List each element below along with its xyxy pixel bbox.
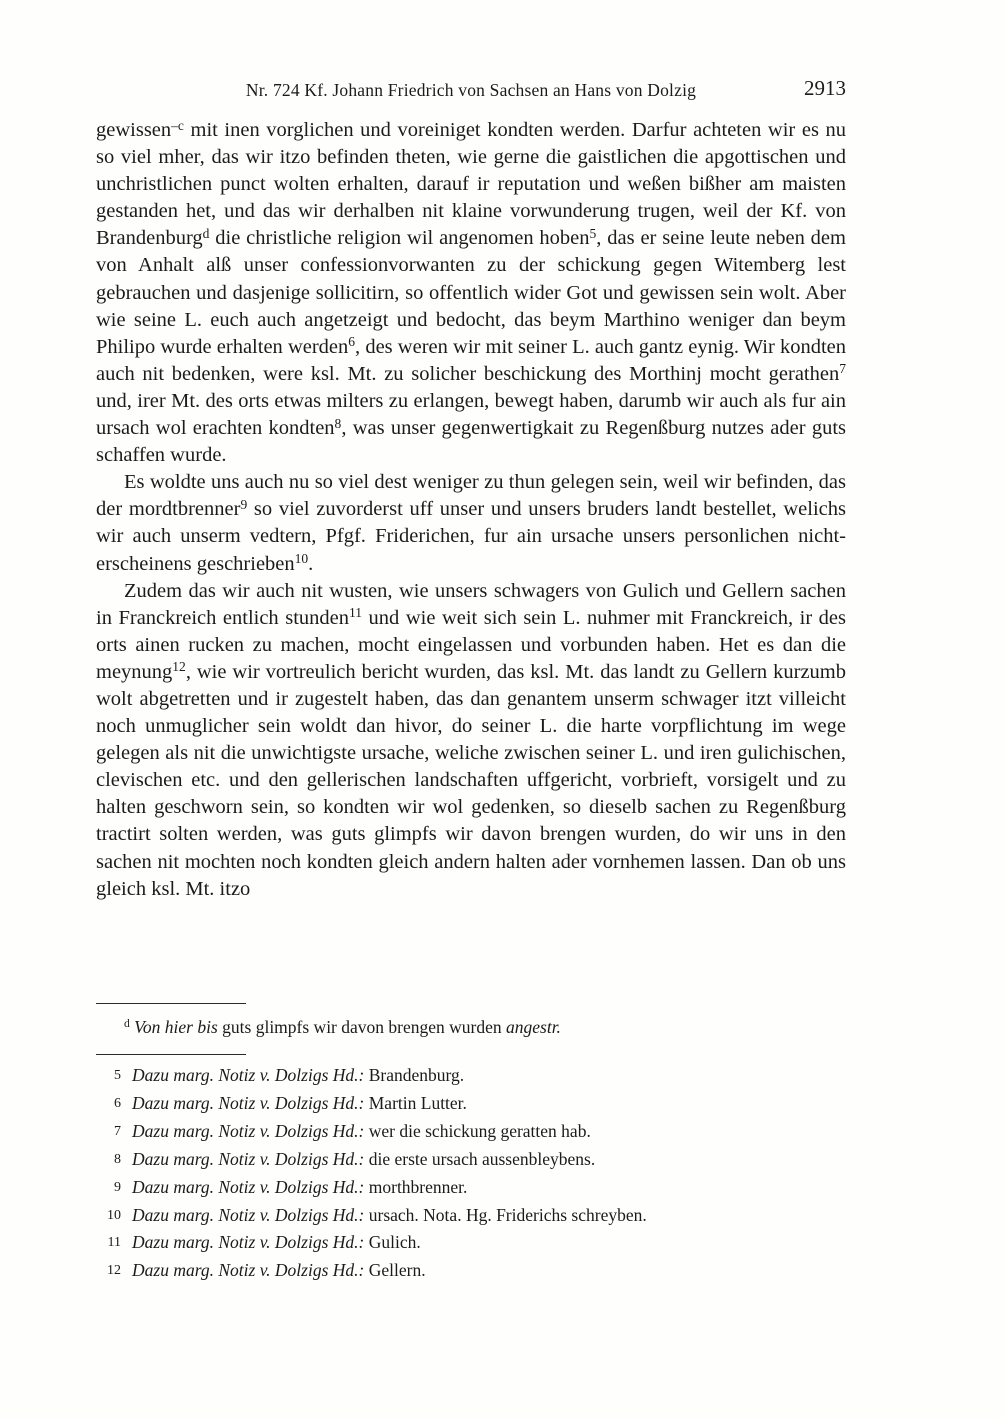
footnote-body (132, 1203, 846, 1229)
footnote-reference: 7 (839, 361, 846, 377)
footnote-number: 5 (114, 1068, 121, 1083)
footnote-item (96, 1203, 846, 1231)
footnote-number: 10 (107, 1207, 121, 1223)
paragraph (96, 117, 846, 469)
footnote-number: 9 (114, 1179, 121, 1195)
footnote-source-label: Dazu marg. Notiz v. Dolzigs Hd.: (132, 1092, 369, 1113)
footnote-list (96, 1063, 846, 1286)
footnote-number: 11 (107, 1235, 121, 1251)
text-run: so viel zuvorderst uff unser und unsers bruders landt bestellet, welichs wir auch unserm vedtern, Pfgf. Friderichen, fur ain ursache unsers personlichen nicht-erscheinens geschrieben (96, 498, 846, 575)
footnote-reference: –c (171, 117, 184, 133)
running-head: Nr. 724 Kf. Johann Friedrich von Sachsen an Hans von Dolzig (245, 80, 697, 100)
footnote-body (132, 1175, 846, 1201)
footnote-source-label: Dazu marg. Notiz v. Dolzigs Hd.: (132, 1065, 369, 1085)
text-run: Es woldte uns auch nu so viel dest weniger zu thun gelegen sein, weil wir befinden, das der mordtbrenner (96, 471, 846, 521)
footnote-number: 7 (114, 1123, 121, 1139)
footnote-body (132, 1258, 846, 1284)
page-number: 2913 (804, 76, 846, 100)
footnote-text: morthbrenner. (368, 1176, 468, 1197)
apparatus-note-d (96, 1014, 846, 1040)
footnote-reference: 10 (294, 551, 309, 567)
footnote-source-label: Dazu marg. Notiz v. Dolzigs Hd.: (132, 1232, 369, 1253)
paragraph (96, 469, 846, 577)
text-run: und, irer Mt. des orts etwas milters zu erlangen, bewegt haben, darumb wir auch als fur ain ursach wol erachten kondten (96, 389, 846, 440)
text-run: , was unser gegenwertigkait zu Regenßburg nutzes ader guts schaffen wurde. (96, 417, 846, 467)
footnote-item (96, 1147, 846, 1175)
footnote-text: Gulich. (368, 1232, 421, 1253)
footnote-reference: d (124, 1018, 130, 1031)
footnote-source-label: Dazu marg. Notiz v. Dolzigs Hd.: (132, 1120, 369, 1141)
footnote-separator (96, 1003, 246, 1004)
footnote-text: die erste ursach aussenbleybens. (368, 1148, 596, 1169)
footnote-source-label: Dazu marg. Notiz v. Dolzigs Hd.: (132, 1148, 369, 1169)
footnote-item (96, 1258, 846, 1286)
footnote-text: ursach. Nota. Hg. Friderichs schreyben. (368, 1204, 647, 1225)
text-run: guts glimpfs wir davon brengen wurden (222, 1017, 506, 1037)
footnote-number: 6 (114, 1095, 121, 1111)
text-run: die christliche religion wil angenomen hoben (209, 227, 590, 250)
footnote-source-label: Dazu marg. Notiz v. Dolzigs Hd.: (132, 1204, 369, 1225)
footnote-reference: 6 (348, 334, 356, 350)
footnote-body (132, 1147, 846, 1173)
footnote-source-label: Dazu marg. Notiz v. Dolzigs Hd.: (132, 1176, 369, 1197)
footnote-source-label: Dazu marg. Notiz v. Dolzigs Hd.: (132, 1260, 369, 1281)
footnote-text: Gellern. (368, 1260, 426, 1281)
footnote-text: wer die schickung geratten hab. (368, 1120, 591, 1141)
text-run: mit inen vorglichen und voreiniget kondten werden. Darfur achteten wir es nu so viel mher, das wir itzo befinden theten, wie gerne die gaistlichen die apgottischen und unchristlichen punct wolten erhalten, darauf ir reputation und weßen bißher am maisten gestanden het, und das wir derhalben nit klaine vorwunderung trugen, weil der Kf. von Brandenburg (96, 119, 846, 250)
footnote-body (132, 1230, 846, 1256)
footnote-item (96, 1230, 846, 1258)
footnote-reference: 11 (349, 605, 363, 621)
text-run: . (308, 552, 314, 575)
page-header (96, 76, 846, 101)
italic-run: Von hier bis (129, 1017, 223, 1037)
text-run: und wie weit sich sein L. nuhmer mit Franckreich, ir des orts ainen rucken zu machen, mocht eingelassen und vorbunden haben. Het es dan die meynung (96, 606, 846, 683)
footnote-item (96, 1175, 846, 1203)
italic-run: angestr. (506, 1017, 561, 1037)
footnote-reference: 5 (589, 225, 597, 241)
footnote-reference: 8 (334, 415, 342, 431)
footnote-number: 12 (107, 1263, 121, 1279)
footnote-body (132, 1063, 846, 1089)
footnote-item (96, 1063, 846, 1091)
paragraph (96, 578, 846, 903)
text-run: , des weren wir mit seiner L. auch gantz eynig. Wir kondten auch nit bedenken, were ksl. Mt. zu solicher beschickung des Morthinj mocht gerathen (96, 335, 847, 385)
footnote-body (132, 1091, 846, 1117)
body-text (96, 117, 846, 903)
text-run: gewissen (96, 119, 172, 141)
footnote-body (132, 1119, 846, 1145)
text-run: Zudem das wir auch nit wusten, wie unsers schwagers von Gulich und Gellern sachen in Franckreich entlich stunden (96, 579, 846, 629)
footnote-area (96, 1003, 846, 1286)
footnote-text: Martin Lutter. (368, 1092, 467, 1113)
text-run: , das er seine leute neben dem von Anhalt alß unser confessionvorwanten zu der schickung gegen Witemberg lest gebrauchen und dasjenige sollicitirn, so offentlich wider Got und gewissen sein wolt. Aber wie seine L. euch auch angetzeigt und bedocht, das beym Marthino weniger dan beym Philipo wurde erhalten werden (96, 227, 846, 358)
footnote-item (96, 1119, 846, 1147)
footnote-reference: 9 (240, 496, 248, 512)
footnote-reference: d (202, 225, 210, 241)
footnote-text: Brandenburg. (368, 1065, 465, 1085)
footnote-number: 8 (114, 1151, 121, 1167)
footnote-separator-2 (96, 1054, 246, 1055)
footnote-reference: 12 (172, 659, 186, 675)
footnote-item (96, 1091, 846, 1119)
text-run: , wie wir vortreulich bericht wurden, das ksl. Mt. das landt zu Gellern kurzumb wolt abgetretten und ir zugestelt haben, das dan genantem unserm schwager itzt villeicht noch unmuglicher sein woldt dan hivor, do seiner L. die harte vorpflichtung im wege gelegen als nit die unwichtigste ursache, weliche zwischen seiner L. und iren gulichischen, clevischen etc. und den gellerischen landschaften uffgericht, vorbrieft, vorsigelt und zu halten geschworn sein, so kondten wir wol gedenken, so dieselb sachen zu Regenßburg tractirt solten werden, was guts glimpfs wir davon brengen wurden, do wir uns in den sachen nit mochten noch kondten gleich andern halten ader vornhemen lassen. Dan ob uns gleich ksl. Mt. itzo (96, 660, 846, 900)
